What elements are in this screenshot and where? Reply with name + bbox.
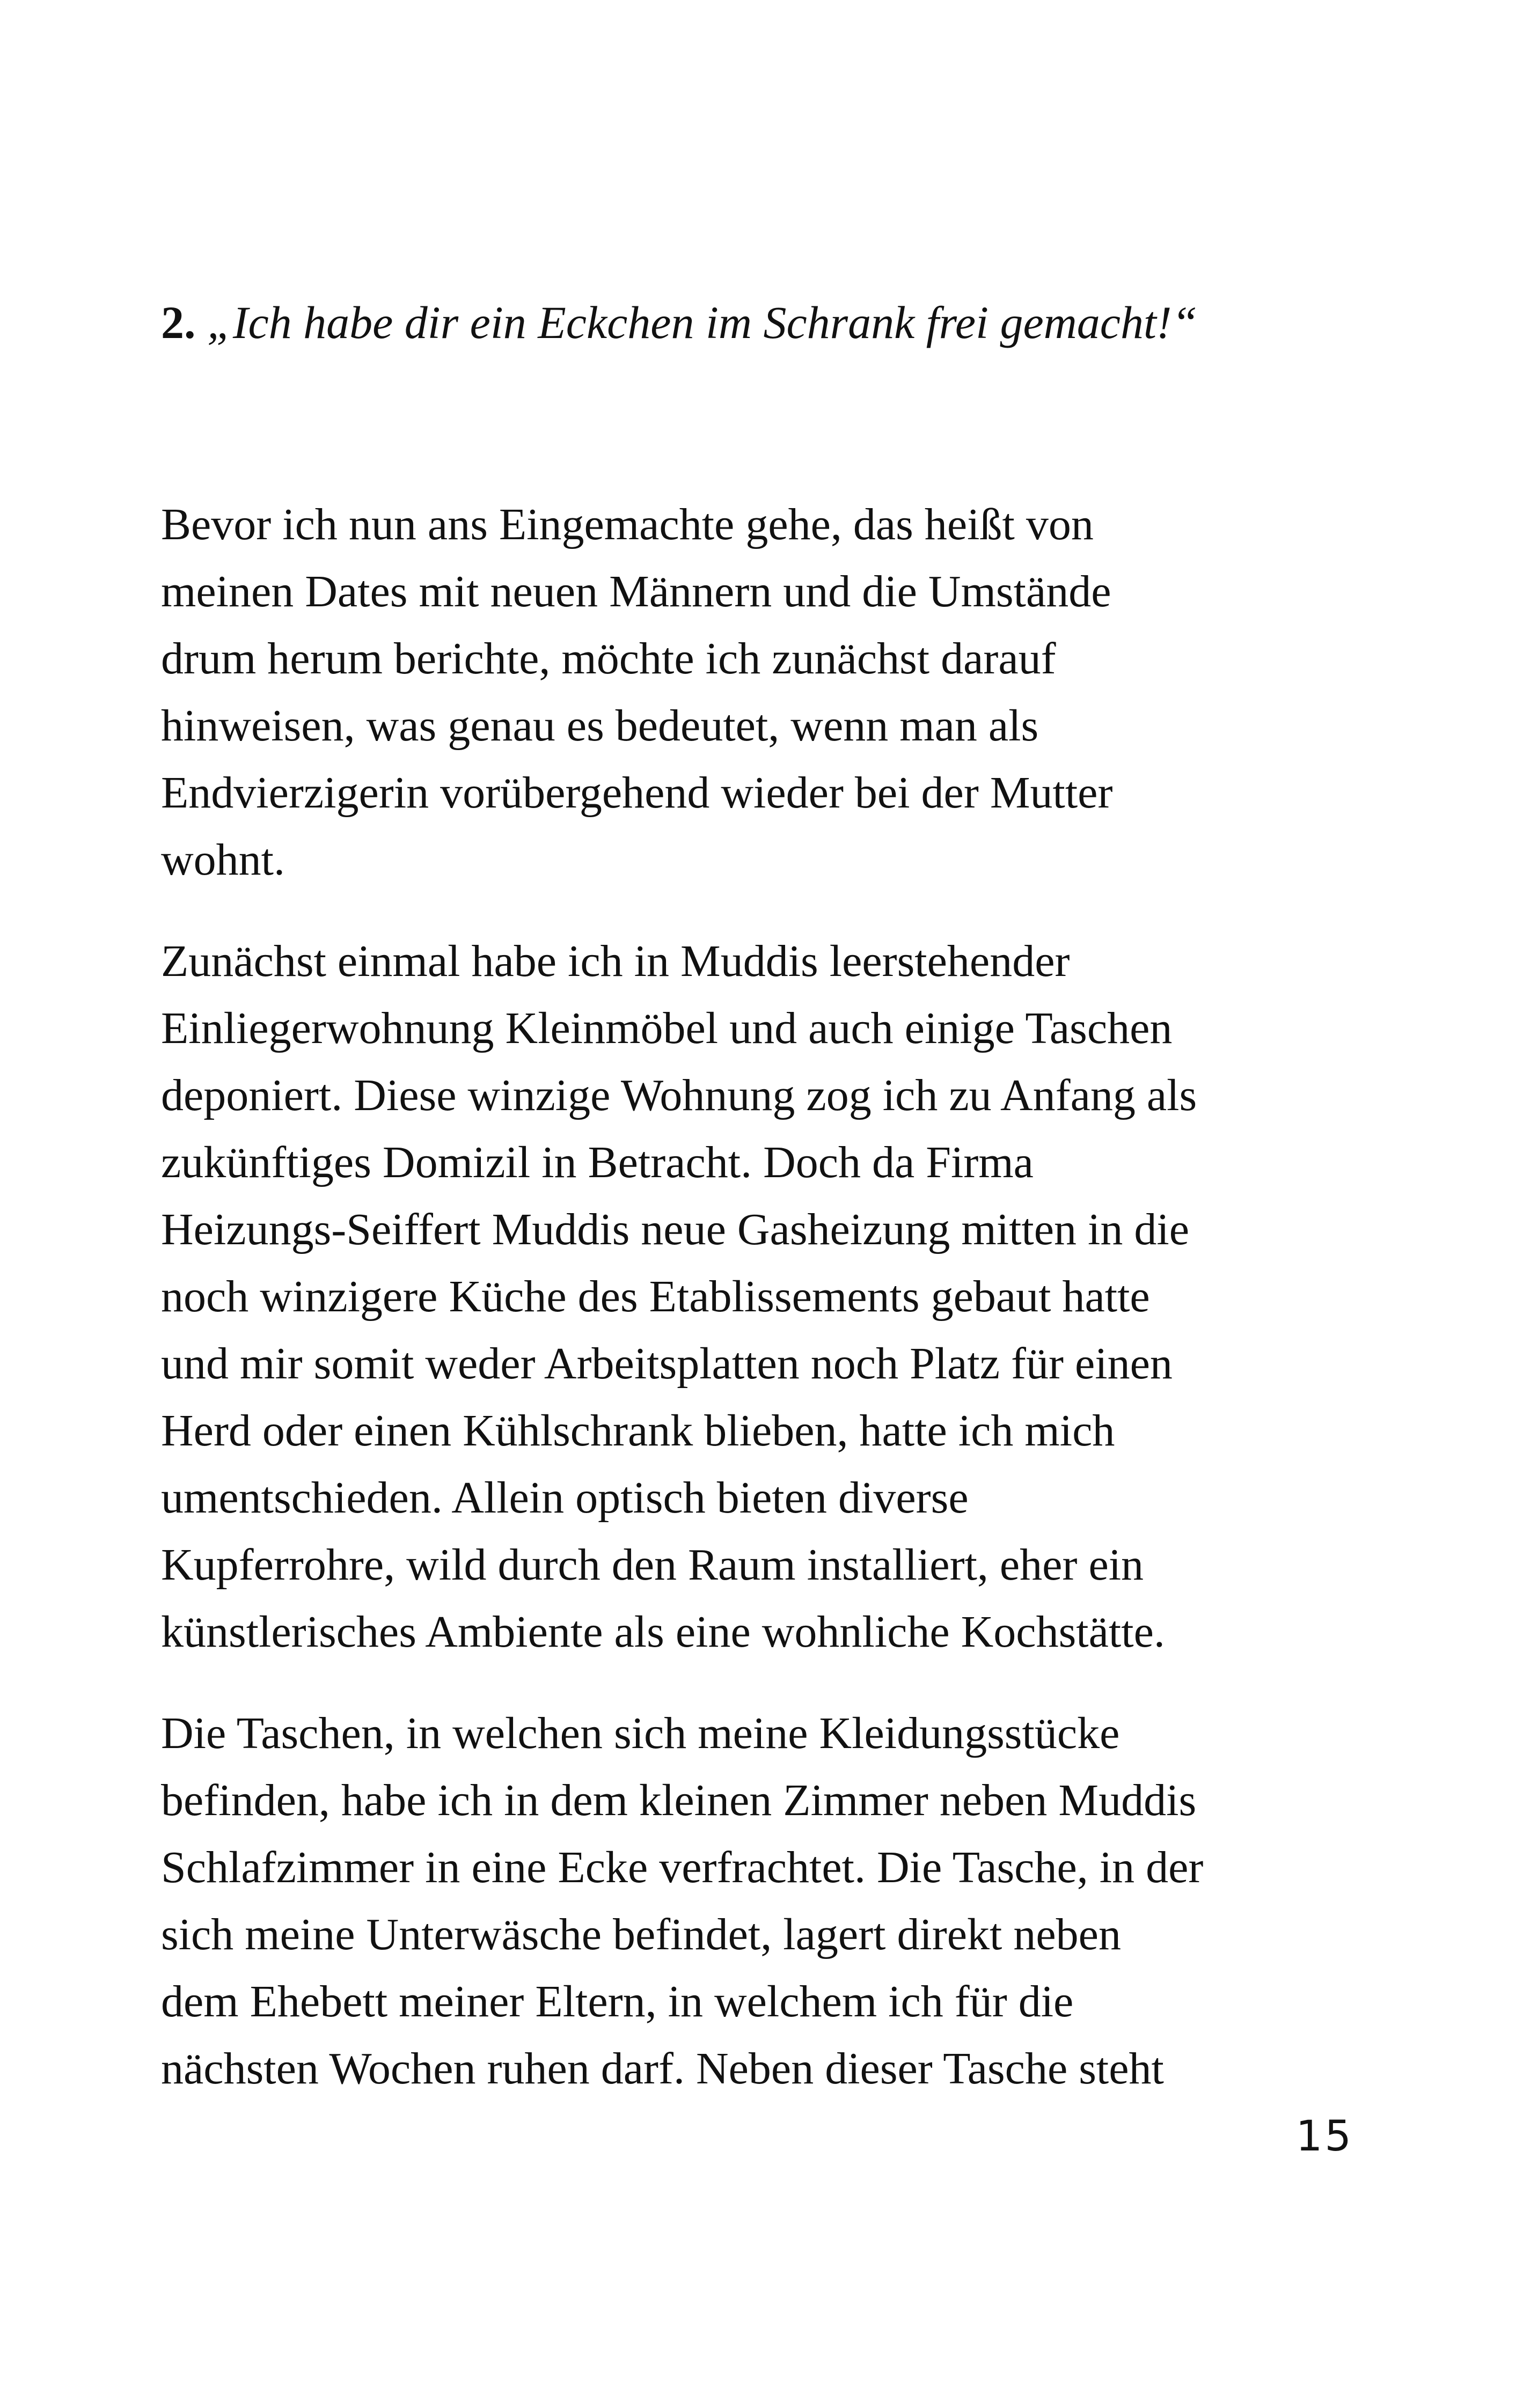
- paragraph-3: [161, 1700, 1395, 2102]
- text-line: Bevor ich nun ans Eingemachte gehe, das heißt von: [161, 500, 1094, 549]
- chapter-number: 2.: [161, 297, 196, 348]
- text-line: meinen Dates mit neuen Männern und die Umstände: [161, 567, 1111, 616]
- chapter-heading: [161, 293, 1395, 352]
- text-line: dem Ehebett meiner Eltern, in welchem ich für die: [161, 1977, 1074, 2027]
- text-line: Herd oder einen Kühlschrank blieben, hatte ich mich: [161, 1406, 1115, 1456]
- text-line: drum herum berichte, möchte ich zunächst darauf: [161, 634, 1056, 684]
- text-line: befinden, habe ich in dem kleinen Zimmer neben Muddis: [161, 1775, 1197, 1825]
- text-line: Heizungs-Seiffert Muddis neue Gasheizung mitten in die: [161, 1205, 1190, 1254]
- paragraph-1: [161, 491, 1395, 893]
- text-line: Schlafzimmer in eine Ecke verfrachtet. Die Tasche, in der: [161, 1842, 1204, 1892]
- text-line: Die Taschen, in welchen sich meine Kleidungsstücke: [161, 1708, 1120, 1758]
- text-line: Zunächst einmal habe ich in Muddis leerstehender: [161, 936, 1070, 986]
- text-line: sich meine Unterwäsche befindet, lagert direkt neben: [161, 1910, 1121, 1959]
- text-line: umentschieden. Allein optisch bieten diverse: [161, 1473, 969, 1523]
- text-line: und mir somit weder Arbeitsplatten noch Platz für einen: [161, 1339, 1173, 1389]
- text-line: hinweisen, was genau es bedeutet, wenn man als: [161, 701, 1039, 751]
- text-line: noch winzigere Küche des Etablissements gebaut hatte: [161, 1272, 1150, 1322]
- body-text: [161, 491, 1395, 2137]
- text-line: zukünftiges Domizil in Betracht. Doch da Firma: [161, 1137, 1034, 1187]
- paragraph-2: [161, 928, 1395, 1665]
- page-number: 15: [1295, 2112, 1353, 2161]
- chapter-title: „Ich habe dir ein Eckchen im Schrank frei gemacht!“: [207, 297, 1198, 348]
- text-line: Kupferrohre, wild durch den Raum installiert, eher ein: [161, 1540, 1144, 1590]
- text-line: Endvierzigerin vorübergehend wieder bei der Mutter: [161, 768, 1113, 818]
- text-line: künstlerisches Ambiente als eine wohnliche Kochstätte.: [161, 1607, 1165, 1657]
- text-line: Einliegerwohnung Kleinmöbel und auch einige Taschen: [161, 1003, 1173, 1053]
- text-line: deponiert. Diese winzige Wohnung zog ich zu Anfang als: [161, 1070, 1197, 1120]
- text-line: wohnt.: [161, 835, 285, 885]
- text-line: nächsten Wochen ruhen darf. Neben dieser Tasche steht: [161, 2044, 1164, 2094]
